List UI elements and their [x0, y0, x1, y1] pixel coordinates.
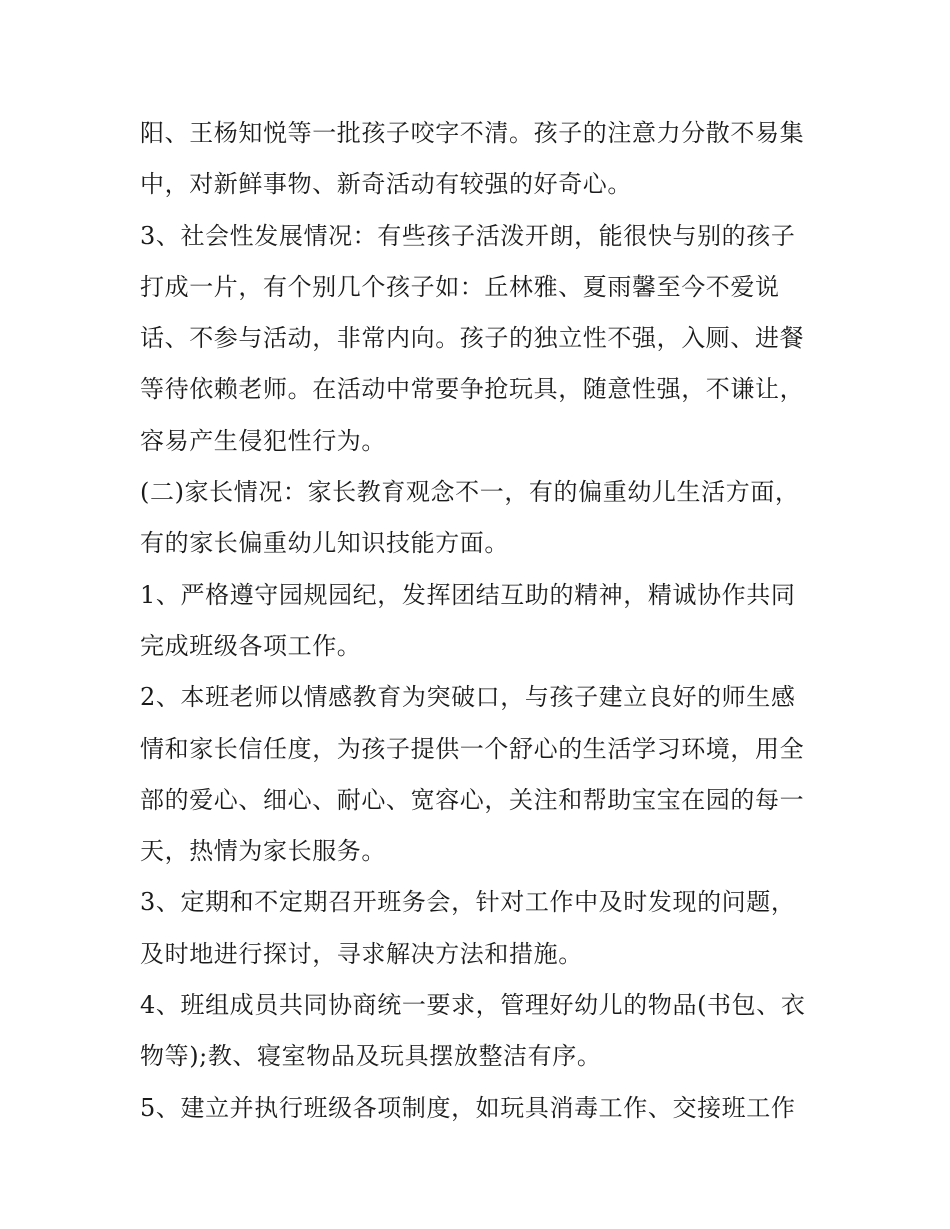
text-line: 天，热情为家长服务。 — [140, 837, 386, 866]
text-line: 及时地进行探讨，寻求解决方法和措施。 — [140, 939, 583, 968]
text-line: 完成班级各项工作。 — [140, 631, 362, 660]
text-line: 3、社会性发展情况：有些孩子活泼开朗，能很快与别的孩子 — [140, 221, 796, 250]
text-line: 1、严格遵守园规园纪，发挥团结互助的精神，精诚协作共同 — [140, 580, 796, 609]
text-line: 话、不参与活动，非常内向。孩子的独立性不强，入厕、进餐 — [140, 324, 805, 353]
text-line: (二)家长情况：家长教育观念不一，有的偏重幼儿生活方面， — [140, 478, 800, 507]
text-line: 物等);教、寝室物品及玩具摆放整洁有序。 — [140, 1042, 602, 1071]
document-body — [140, 108, 820, 1134]
text-line: 阳、王杨知悦等一批孩子咬字不清。孩子的注意力分散不易集 — [140, 119, 805, 147]
text-line: 容易产生侵犯性行为。 — [140, 426, 386, 455]
text-line: 有的家长偏重幼儿知识技能方面。 — [140, 529, 509, 558]
text-line: 中，对新鲜事物、新奇活动有较强的好奇心。 — [140, 170, 632, 199]
text-line: 部的爱心、细心、耐心、宽容心，关注和帮助宝宝在园的每一 — [140, 785, 805, 814]
text-line: 情和家长信任度，为孩子提供一个舒心的生活学习环境，用全 — [140, 734, 805, 763]
text-line: 等待依赖老师。在活动中常要争抢玩具，随意性强，不谦让， — [140, 375, 805, 404]
text-line: 4、班组成员共同协商统一要求，管理好幼儿的物品(书包、衣 — [140, 991, 806, 1020]
text-line: 打成一片，有个别几个孩子如：丘林雅、夏雨馨至今不爱说 — [140, 272, 780, 301]
text-line: 5、建立并执行班级各项制度，如玩具消毒工作、交接班工作 — [140, 1093, 796, 1122]
text-line: 3、定期和不定期召开班务会，针对工作中及时发现的问题， — [140, 888, 796, 917]
text-line: 2、本班老师以情感教育为突破口，与孩子建立良好的师生感 — [140, 683, 796, 712]
